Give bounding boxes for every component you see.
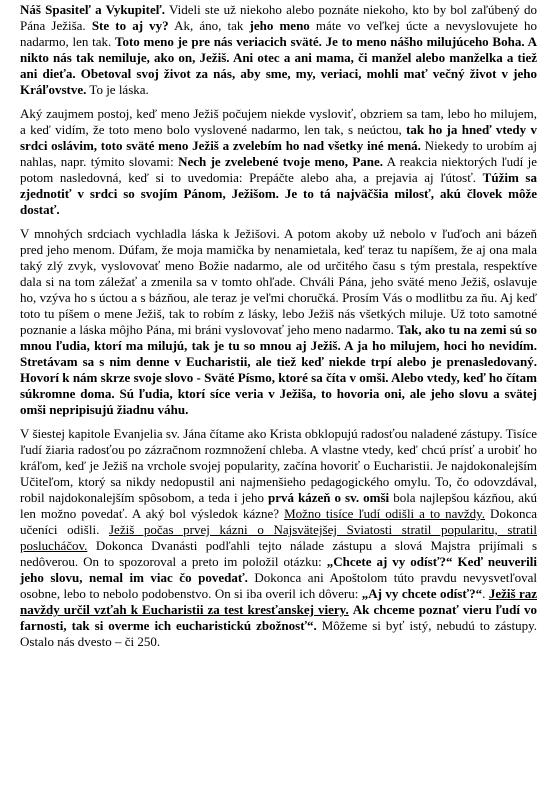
text-run: bola najlepšou kázňou, akú len možno povedať. A aký bol výsledok kázne? <box>20 490 538 521</box>
text-run: Nech je zvelebené tvoje meno, Pane. <box>178 154 384 169</box>
text-run: Dokonca učeníci odišli. <box>20 506 537 537</box>
text-run: Dokonca ani Apoštolom túto pravdu nevysvetľoval osobne, lebo to nebolo podobenstvo. On si iba overil ich dôveru: <box>20 570 537 601</box>
text-run: Túžim sa zjednotiť v srdci so svojím Pánom, Ježišom. Je to tá najväčšia milosť, akú človek môže dostať. <box>20 170 537 217</box>
text-run: V mnohých srdciach vychladla láska k Ježišovi. A potom akoby už nebolo v ľuďoch ani bázeň pred jeho menom. Dúfam, že moja mamička by nenamietala, keď teraz tu napíšem, že aj ona mala taký zlý zvyk, vyslovovať meno Božie nadarmo, ale od určitého času s tým prestala, respektíve dala si na tom záležať a zmenila sa v tomto ohľade. Chváli Pána, jeho sväté meno Ježiš, oslavuje ho, vzýva ho s úctou a s bázňou, ale teraz je veľmi choručká. Prosím Vás o modlitbu za ňu. Aj keď toto tu píšem o mene Ježiš, tak to robím z lásky, lebo Ježiš nás všetkých miluje. Už toto samotné poznanie a láska môjho Pána, mi bráni vyslovovať jeho meno nadarmo. <box>20 226 537 337</box>
text-run: Môžeme si byť istý, nebudú to zástupy. Ostalo nás dvesto – či 250. <box>20 618 537 649</box>
text-run: Ak chceme poznať vieru ľudí vo farnosti, tak si overme ich eucharistickú zbožnosť“. <box>20 602 538 633</box>
text-run: tak ho ja hneď vtedy v srdci oslávim, toto sväté meno Ježiš a zvelebím ho nad všetky iné mená. <box>20 122 537 153</box>
text-run: V šiestej kapitole Evanjelia sv. Jána čítame ako Krista obklopujú radosťou naladené zástupy. Tisíce ľudí žiaria radosťou po zázračnom rozmnožení chleba. A vlastne vtedy, keď chcú prísť a urobiť ho kráľom, keď je Ježiš na vrchole svojej popularity, začína hovoriť o Eucharistii. Je najdokonalejším Učiteľom, ktorý sa nikdy nedopustil ani najmenšieho pedagogického omylu. To, čo odovzdával, robil najdokonalejším spôsobom, a teda i jeho <box>20 426 537 505</box>
text-run: . <box>482 586 489 601</box>
paragraph-4 <box>20 426 537 650</box>
text-run: máte vo veľkej úcte a nevyslovujete ho nadarmo, len tak. <box>20 18 538 49</box>
text-run: Videli ste už niekoho alebo poznáte niekoho, kto by bol zaľúbený do Pána Ježiša. <box>20 2 537 33</box>
text-run: Aký zaujmem postoj, keď meno Ježiš počujem niekde vysloviť, obzriem sa tam, lebo ho milujem, a keď vidím, že toto meno bolo vyslovené nadarmo, len tak, s neúctou, <box>20 106 537 137</box>
text-run: To je láska. <box>86 82 149 97</box>
paragraph-2 <box>20 106 537 218</box>
paragraph-3 <box>20 226 537 418</box>
text-run: Ste to aj vy? <box>91 18 169 33</box>
paragraph-1 <box>20 2 537 98</box>
text-run: jeho meno <box>249 18 310 33</box>
text-run: Ježiš počas prvej kázni o Najsvätejšej Sviatosti stratil popularitu, stratil poslucháčov. <box>20 522 537 553</box>
text-run: „Aj vy chcete odísť?“ <box>361 586 483 601</box>
text-run: Dokonca Dvanásti podľahli tejto nálade zástupu a slová Majstra prijímali s nedôverou. On to spozoroval a preto im položil otázku: <box>20 538 537 569</box>
text-run: Ak, áno, tak <box>168 18 250 33</box>
text-run: prvá kázeň o sv. omši <box>268 490 390 505</box>
text-run: Náš Spasiteľ a Vykupiteľ. <box>20 2 166 17</box>
text-run: Možno tisíce ľudí odišli a to navždy. <box>284 506 486 521</box>
text-run: Ježiš raz navždy určil vzťah k Eucharistii za test kresťanskej viery. <box>20 586 537 617</box>
text-run: Niekedy to urobím aj nahlas, napr. týmito slovami: <box>20 138 537 169</box>
text-run: A reakcia niektorých ľudí je potom nasledovná, keď si to uvedomia: Prepáčte alebo aha, a prejavia aj ľútosť. <box>20 154 537 185</box>
document-page <box>0 2 557 785</box>
text-run: Tak, ako tu na zemi sú so mnou ľudia, ktorí ma milujú, tak je tu so mnou aj Ježiš. A ja ho milujem, hoci ho nevidím. Stretávam sa s nim denne v Eucharistii, ale tiež keď niekde trpí alebo je prenasledovaný. Hovorí k nám skrze svoje slovo - Sväté Písmo, ktoré sa číta v omši. Alebo vtedy, keď ho čítam súkromne doma. Sú ľudia, ktorí síce veria v Ježiša, to hovoria oni, ale jeho slovu a svätej omši nepripisujú žiadnu váhu. <box>20 322 537 417</box>
text-run: Toto meno je pre nás veriacich sväté. Je to meno nášho milujúceho Boha. A nikto nás tak nemiluje, ako on, Ježiš. Ani otec a ani mama, či manžel alebo manželka a tiež ani dieťa. Obetoval svoj život za nás, aby sme, my, veriaci, mohli mať večný život v jeho Kráľovstve. <box>20 34 537 97</box>
text-run: „Chcete aj vy odísť?“ Keď neuverili jeho slovu, nemal im viac čo povedať. <box>20 554 537 585</box>
